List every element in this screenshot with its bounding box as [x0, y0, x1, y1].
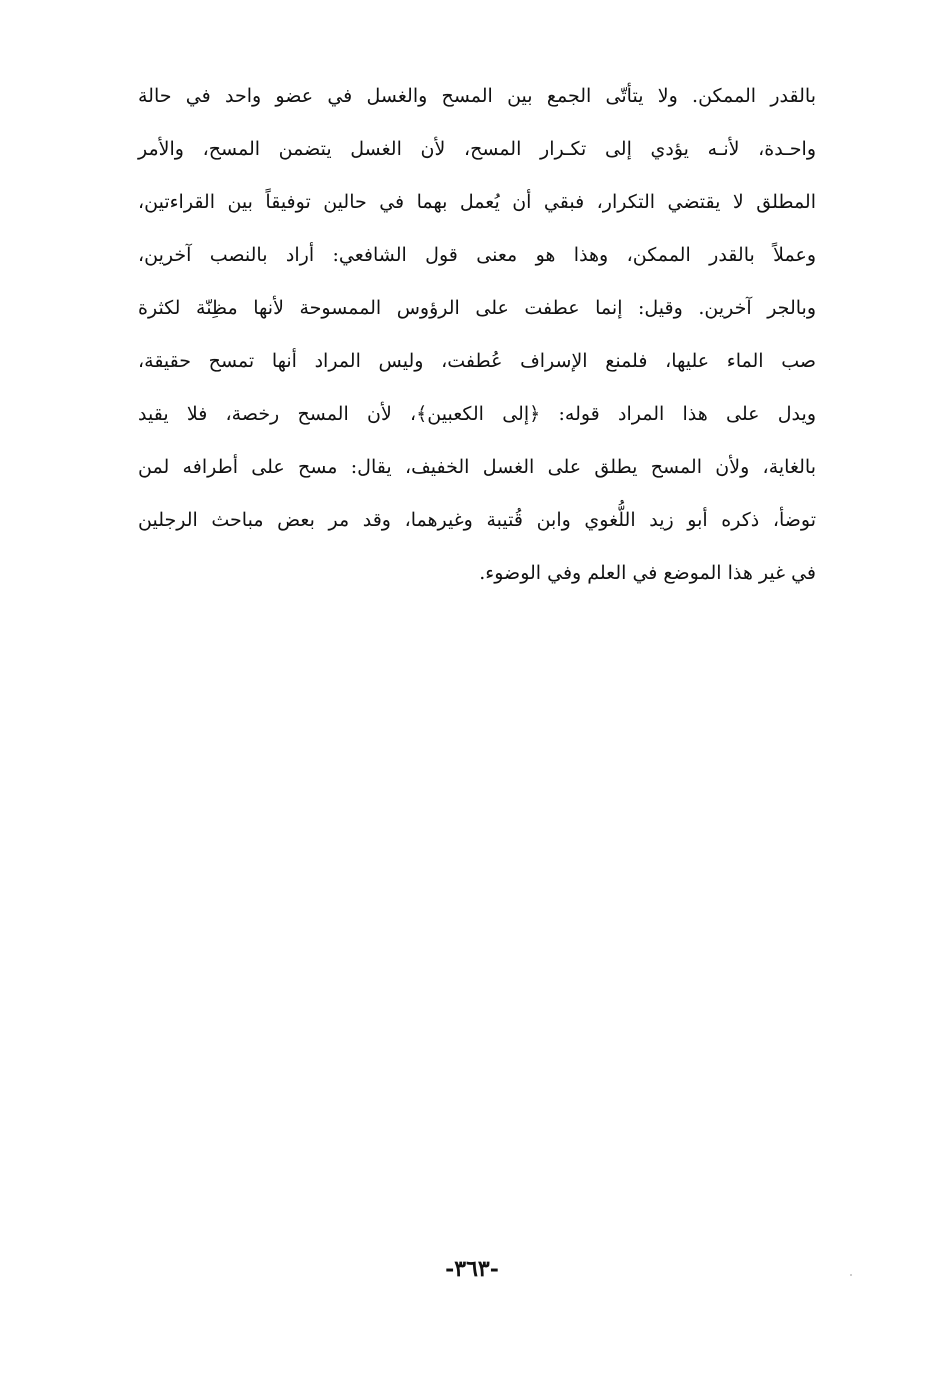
- text-line-9: توضأ، ذكره أبو زيد اللُّغوي وابن قُتيبة وغيرهما، وقد مر بعض مباحث الرجلين: [138, 509, 816, 531]
- text-line-1: بالقدر الممكن. ولا يتأتّى الجمع بين المسح والغسل في عضو واحد في حالة: [138, 85, 816, 107]
- scan-speck: [850, 1274, 852, 1276]
- body-text: [138, 70, 816, 600]
- text-line-8: بالغاية، ولأن المسح يطلق على الغسل الخفيف، يقال: مسح على أطرافه لمن: [138, 456, 816, 478]
- text-line-5: وبالجر آخرين. وقيل: إنما عطفت على الرؤوس الممسوحة لأنها مظِنّة لكثرة: [138, 297, 816, 319]
- text-line-3: المطلق لا يقتضي التكرار، فبقي أن يُعمل بهما في حالين توفيقاً بين القراءتين،: [138, 191, 816, 213]
- text-line-4: وعملاً بالقدر الممكن، وهذا هو معنى قول الشافعي: أراد بالنصب آخرين،: [138, 244, 816, 266]
- text-line-10: في غير هذا الموضع في العلم وفي الوضوء.: [479, 562, 816, 584]
- page-number: -٣٦٣-: [445, 1256, 499, 1282]
- text-line-2: واحـدة، لأنـه يؤدي إلى تكـرار المسح، لأن الغسل يتضمن المسح، والأمر: [138, 138, 816, 160]
- text-line-6: صب الماء عليها، فلمنع الإسراف عُطفت، وليس المراد أنها تمسح حقيقة،: [138, 350, 816, 372]
- text-line-7: ويدل على هذا المراد قوله: ﴿إلى الكعبين﴾، لأن المسح رخصة، فلا يقيد: [138, 403, 816, 425]
